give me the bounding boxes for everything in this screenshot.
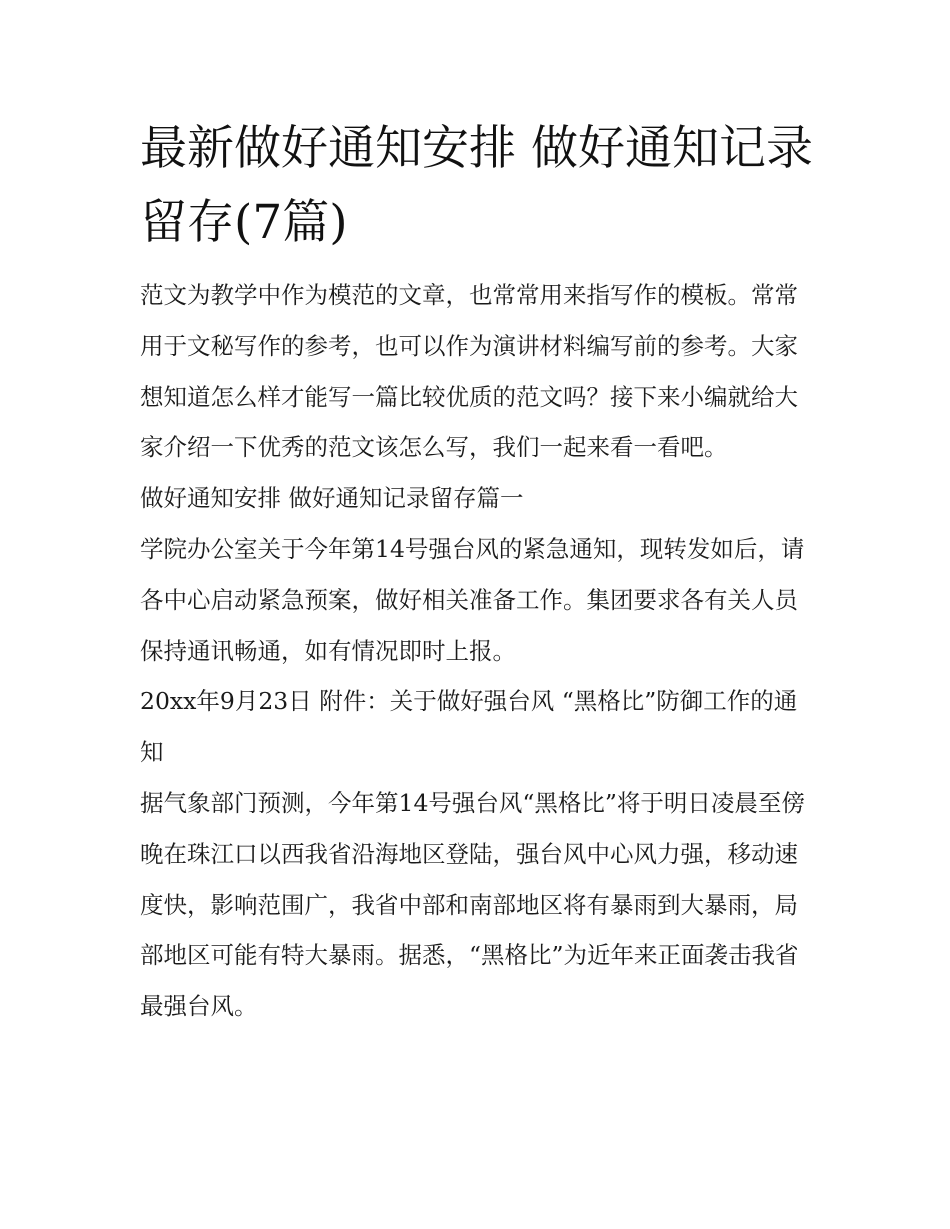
section-heading: 做好通知安排 做好通知记录留存篇一 xyxy=(140,484,524,513)
forecast-paragraph: 据气象部门预测，今年第14号强台风“黑格比”将于明日凌晨至傍晚在珠江口以西我省沿海地区登陆，强台风中心风力强，移动速度快，影响范围广，我省中部和南部地区将有暴雨到大暴雨，局部地区可能有特大暴雨。据悉，“黑格比”为近年来正面袭击我省最强台风。 xyxy=(140,788,805,1021)
date-attachment-line: 20xx年9月23日 附件：关于做好强台风 “黑格比”防御工作的通知 xyxy=(140,687,798,767)
document-title: 最新做好通知安排 做好通知记录留存(7篇) xyxy=(140,121,813,250)
intro-paragraph: 范文为教学中作为模范的文章，也常常用来指写作的模板。常常用于文秘写作的参考，也可以作为演讲材料编写前的参考。大家想知道怎么样才能写一篇比较优质的范文吗？接下来小编就给大家介绍一下优秀的范文该怎么写，我们一起来看一看吧。 xyxy=(140,281,798,462)
notice-paragraph: 学院办公室关于今年第14号强台风的紧急通知，现转发如后，请各中心启动紧急预案，做好相关准备工作。集团要求各有关人员保持通讯畅通，如有情况即时上报。 xyxy=(140,534,805,665)
document-content xyxy=(140,112,815,1032)
